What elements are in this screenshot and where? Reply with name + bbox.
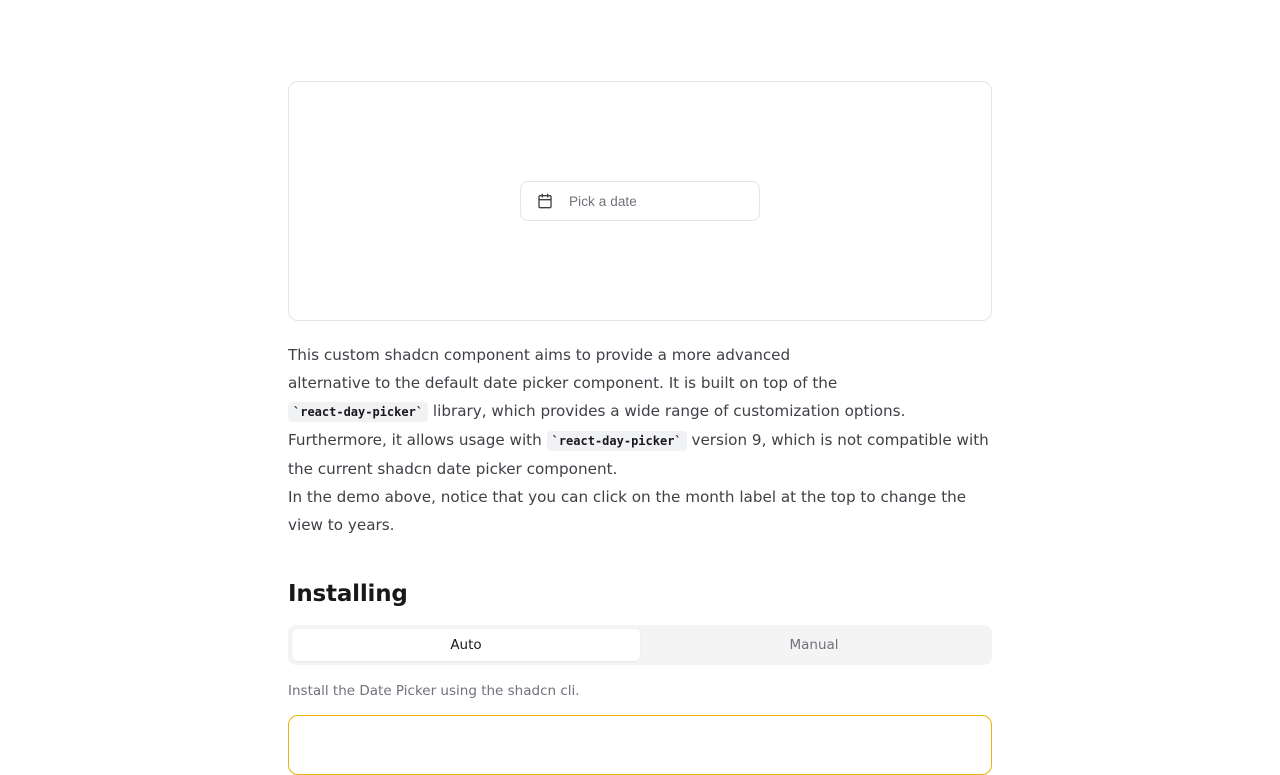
tab-auto[interactable]: Auto bbox=[292, 629, 640, 661]
install-command-block bbox=[288, 715, 992, 775]
component-preview bbox=[288, 81, 992, 321]
main-content bbox=[288, 81, 992, 775]
install-instruction: Install the Date Picker using the shadcn cli. bbox=[288, 683, 580, 699]
date-picker-placeholder: Pick a date bbox=[569, 193, 637, 209]
date-picker-button[interactable] bbox=[520, 181, 760, 221]
description-paragraph bbox=[288, 341, 992, 539]
description-line-1: This custom shadcn component aims to provide a more advanced bbox=[288, 346, 791, 364]
installing-heading: Installing bbox=[288, 581, 408, 607]
description-line-4-rest: version 9, which is not compatible with the current shadcn date picker component. bbox=[288, 431, 989, 478]
component-description bbox=[288, 341, 992, 539]
description-line-5: In the demo above, notice that you can click on the month label at the top to change the view to years. bbox=[288, 488, 967, 534]
description-line-4-start: Furthermore, it allows usage with bbox=[288, 431, 547, 449]
calendar-icon bbox=[537, 193, 553, 209]
inline-code-react-day-picker-2: `react-day-picker` bbox=[547, 431, 687, 451]
description-line-2: alternative to the default date picker component. It is built on top of the bbox=[288, 374, 838, 392]
install-tabs bbox=[288, 625, 992, 665]
tab-manual[interactable]: Manual bbox=[789, 637, 839, 653]
description-line-3: library, which provides a wide range of customization options. bbox=[428, 402, 906, 420]
inline-code-react-day-picker: `react-day-picker` bbox=[288, 402, 428, 422]
